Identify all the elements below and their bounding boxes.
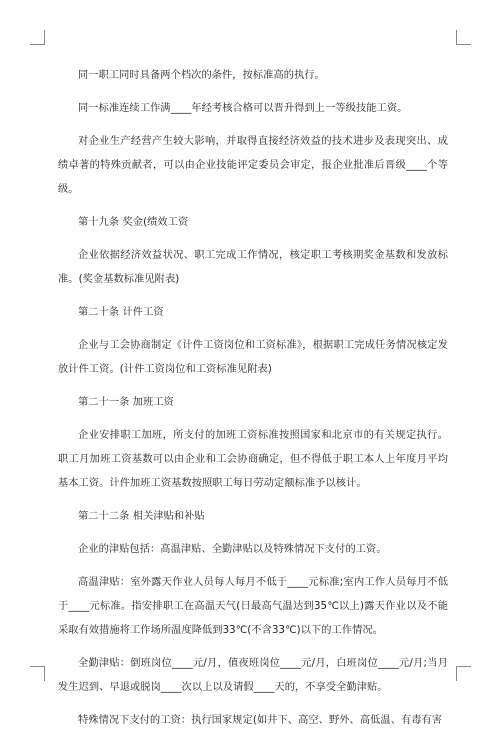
paragraph-overtime-wage: 企业安排职工加班，所支付的加班工资标准按照国家和北京市的有关规定执行。职工月加班工资基数可以由企业和工会协商确定，但不得低于职工本人上年度月平均基本工资。计件加班工资基数按照职工每日劳动定额标准予以核计。 (58, 430, 448, 489)
document-body (58, 64, 448, 742)
heading-article-21: 第二十一条 加班工资 (78, 397, 174, 408)
paragraph-attendance-allowance: 全勤津贴：倒班岗位____元/月，值夜班岗位____元/月，白班岗位____元/月;当月发生迟到、早退或脱岗____次以上以及请假____天的，不享受全勤津贴。 (58, 658, 448, 693)
crop-mark-top-left (30, 30, 45, 45)
crop-mark-top-right (456, 30, 471, 45)
paragraph-high-temperature-allowance: 高温津贴：室外露天作业人员每人每月不低于____元标准;室内工作人员每月不低于____元标准。指安排职工在高温天气(日最高气温达到35℃以上)露天作业以及不能采取有效措施将工作场所温度降低到33℃(不含33℃)以下的工作情况。 (58, 577, 448, 636)
crop-mark-bottom-left (30, 666, 45, 681)
heading-article-22: 第二十二条 相关津贴和补贴 (78, 511, 205, 522)
paragraph-special-contribution: 对企业生产经营产生较大影响，并取得直接经济效益的技术进步及表现突出、成绩卓著的特殊贡献者，可以由企业技能评定委员会审定，报企业批准后晋级____个等级。 (58, 136, 448, 195)
crop-mark-bottom-right (456, 666, 471, 681)
paragraph-consecutive-promotion: 同一标准连续工作满____年经考核合格可以晋升得到上一等级技能工资。 (78, 103, 408, 114)
heading-article-19: 第十九条 奖金(绩效工资 (78, 217, 189, 228)
paragraph-special-wage: 特殊情况下支付的工资：执行国家规定(如井下、高空、野外、高低温、有毒有害 (78, 715, 443, 726)
heading-article-20: 第二十条 计件工资 (78, 307, 164, 318)
paragraph-piecework-wage: 企业与工会协商制定《计件工资岗位和工资标准》，根据职工完成任务情况核定发放计件工资。(计件工资岗位和工资标准见附表) (58, 340, 448, 375)
paragraph-allowance-types: 企业的津贴包括：高温津贴、全勤津贴以及特殊情况下支付的工资。 (78, 544, 387, 555)
paragraph-bonus: 企业依据经济效益状况、职工完成工作情况，核定职工考核期奖金基数和发放标准。(奖金基数标准见附表) (58, 250, 448, 285)
paragraph-same-worker-two-levels: 同一职工同时具备两个档次的条件，按标准高的执行。 (78, 70, 325, 81)
